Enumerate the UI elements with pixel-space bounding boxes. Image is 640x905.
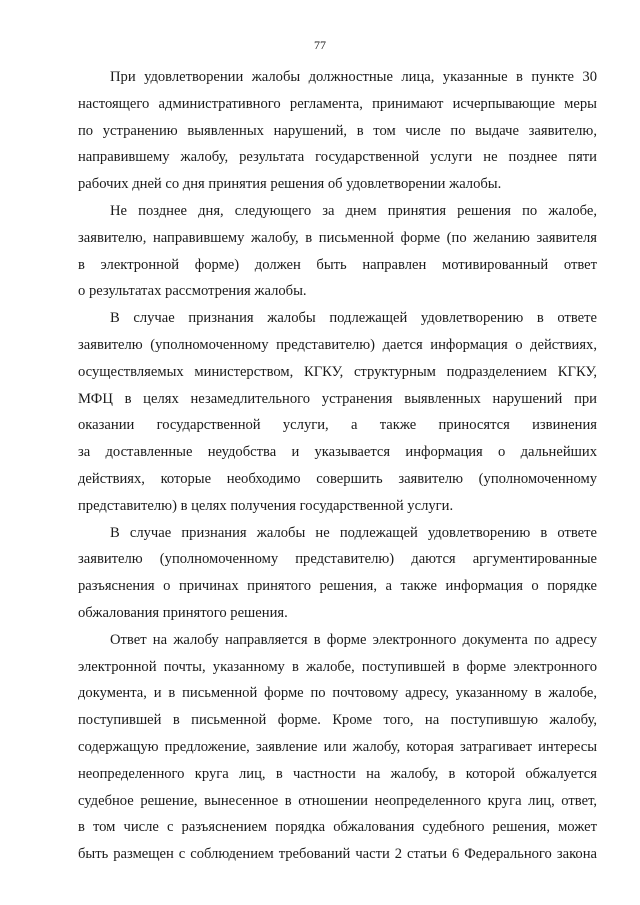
text-line-content: быть размещен с соблюдением требований части 2 статьи 6 Федерального закона	[78, 846, 597, 863]
text-line-content: поступившей в письменной форме. Кроме того, на поступившую жалобу,	[78, 712, 597, 729]
text-line	[78, 600, 597, 627]
body-text	[78, 64, 597, 868]
text-line	[78, 841, 597, 868]
text-line-content: осуществляемых министерством, КГКУ, структурным подразделением КГКУ,	[78, 363, 597, 380]
text-line	[78, 171, 597, 198]
text-line	[78, 707, 597, 734]
paragraph	[78, 305, 597, 519]
text-line-content: неопределенного круга лиц, в частности на жалобу, в которой обжалуется	[78, 765, 597, 782]
text-line-content: заявителю (уполномоченному представителю) дается информация о действиях,	[78, 336, 597, 353]
text-line	[78, 680, 597, 707]
text-line-content: представителю) в целях получения государственной услуги.	[78, 497, 454, 514]
text-line	[78, 761, 597, 788]
text-line-content: судебное решение, вынесенное в отношении неопределенного круга лиц, ответ,	[78, 792, 597, 809]
text-line	[78, 627, 597, 654]
text-line-content: Ответ на жалобу направляется в форме электронного документа по адресу	[110, 631, 597, 648]
text-line	[78, 305, 597, 332]
text-line	[78, 734, 597, 761]
text-line	[78, 332, 597, 359]
text-line-content: содержащую предложение, заявление или жалобу, которая затрагивает интересы	[78, 738, 597, 755]
text-line	[78, 546, 597, 573]
text-line-content: настоящего административного регламента, принимают исчерпывающие меры	[78, 95, 597, 112]
text-line-content: по устранению выявленных нарушений, в том числе по выдаче заявителю,	[78, 122, 597, 139]
text-line	[78, 573, 597, 600]
page-number: 77	[314, 38, 326, 52]
text-line	[78, 198, 597, 225]
text-line	[78, 225, 597, 252]
text-line	[78, 144, 597, 171]
text-line	[78, 91, 597, 118]
text-line	[78, 278, 597, 305]
paragraph	[78, 198, 597, 305]
text-line	[78, 520, 597, 547]
text-line-content: При удовлетворении жалобы должностные лица, указанные в пункте 30	[110, 69, 597, 85]
text-line	[78, 654, 597, 681]
text-line-content: направившему жалобу, результата государственной услуги не позднее пяти	[78, 149, 597, 166]
text-line-content: о результатах рассмотрения жалобы.	[78, 283, 307, 300]
paragraph	[78, 627, 597, 868]
text-line	[78, 64, 597, 91]
text-line	[78, 493, 597, 520]
text-line-content: обжалования принятого решения.	[78, 604, 288, 621]
text-line-content: МФЦ в целях незамедлительного устранения выявленных нарушений при	[78, 390, 597, 407]
text-line-content: документа, и в письменной форме по почтовому адресу, указанному в жалобе,	[78, 685, 597, 702]
text-line	[78, 466, 597, 493]
text-line	[78, 788, 597, 815]
text-line-content: действиях, которые необходимо совершить заявителю (уполномоченному	[78, 470, 597, 487]
paragraph	[78, 520, 597, 627]
text-line	[78, 439, 597, 466]
text-line	[78, 359, 597, 386]
text-line-content: В случае признания жалобы не подлежащей удовлетворению в ответе	[110, 524, 597, 541]
text-line-content: в том числе с разъяснением порядка обжалования судебного решения, может	[78, 819, 597, 836]
text-line	[78, 118, 597, 145]
text-line-content: разъяснения о причинах принятого решения, а также информация о порядке	[78, 578, 597, 595]
text-line-content: электронной почты, указанному в жалобе, поступившей в форме электронного	[78, 658, 597, 675]
text-line	[78, 412, 597, 439]
text-line-content: В случае признания жалобы подлежащей удовлетворению в ответе	[110, 310, 597, 327]
text-line-content: заявителю, направившему жалобу, в письменной форме (по желанию заявителя	[78, 229, 597, 246]
text-line-content: за доставленные неудобства и указывается информация о дальнейших	[78, 444, 597, 461]
text-line-content: рабочих дней со дня принятия решения об удовлетворении жалобы.	[78, 176, 502, 193]
text-line-content: заявителю (уполномоченному представителю) даются аргументированные	[78, 551, 597, 568]
text-line-content: оказании государственной услуги, а также приносятся извинения	[78, 417, 597, 434]
paragraph	[78, 64, 597, 198]
text-line-content: в электронной форме) должен быть направлен мотивированный ответ	[78, 256, 597, 273]
text-line	[78, 252, 597, 279]
text-line-content: Не позднее дня, следующего за днем принятия решения по жалобе,	[110, 202, 597, 219]
text-line	[78, 386, 597, 413]
text-line	[78, 814, 597, 841]
